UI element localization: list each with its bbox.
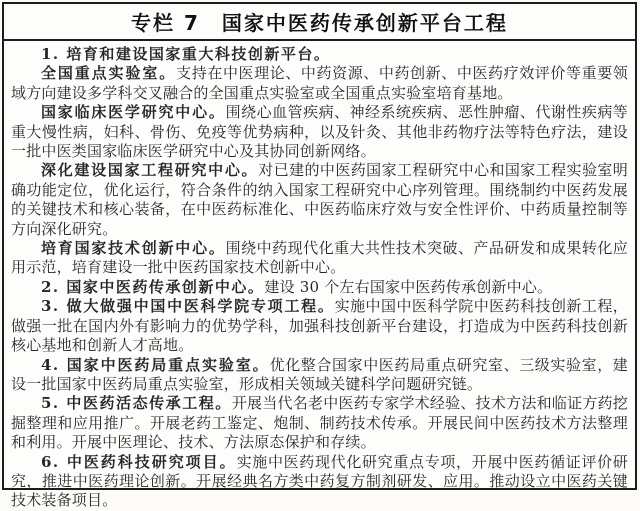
paragraph-lead: 国家临床医学研究中心。 — [41, 103, 226, 122]
paragraph-lead: 6. 中医药科技研究项目。 — [41, 452, 237, 471]
column-header — [4, 4, 635, 41]
paragraph-text: 建设 30 个左右国家中医药传承创新中心。 — [264, 277, 553, 296]
paragraph-lead: 深化建设国家工程研究中心。 — [41, 161, 259, 180]
paragraph-text: 对已建的中医药国家工程研究中心和国家工程实验室明确功能定位，优化运行，符合条件的纳入国家工程研究中心序列管理。围绕制约中医药发展的关键技术和核心装备，在中医药标准化、中医药临床疗效与安全性评价、中药质量控制等方向深化研究。 — [11, 161, 628, 238]
column-body — [4, 41, 635, 511]
paragraph-lead: 培育国家技术创新中心。 — [41, 239, 226, 258]
paragraph-text: 实施中医药现代化研究重点专项，开展中医药循证评价研究，推进中医药理论创新。开展经典名方类中药复方制剂研发、应用。推动设立中医药关键技术装备项目。 — [11, 452, 628, 510]
paragraph — [11, 239, 628, 278]
paragraph — [11, 356, 628, 395]
paragraph — [11, 297, 628, 355]
paragraph — [11, 453, 628, 511]
paragraph-lead: 3. 做大做强中国中医科学院专项工程。 — [41, 297, 335, 316]
paragraph — [11, 278, 628, 297]
paragraph-lead: 2. 国家中医药传承创新中心。 — [41, 277, 265, 296]
paragraph-text: 围绕心血管疾病、神经系统疾病、恶性肿瘤、代谢性疾病等重大慢性病，妇科、骨伤、免疫等优势病种，以及针灸、其他非药物疗法等特色疗法，建设一批中医类国家临床医学研究中心及其协同创新网络。 — [11, 103, 628, 161]
paragraph-text: 开展当代名老中医药专家学术经验、技术方法和临证方药挖掘整理和应用推广。开展老药工鉴定、炮制、制药技术传承。开展民间中医药技术方法整理和利用。开展中医理论、技术、方法原态保护和存续。 — [11, 394, 628, 452]
paragraph — [11, 394, 628, 452]
paragraph-text: 实施中国中医科学院中医药科技创新工程，做强一批在国内外有影响力的优势学科，加强科技创新平台建设，打造成为中医药科技创新核心基地和创新人才高地。 — [11, 297, 628, 355]
paragraph-text: 围绕中药现代化重大共性技术突破、产品研发和成果转化应用示范，培育建设一批中医药国家技术创新中心。 — [11, 239, 628, 277]
paragraph-text: 优化整合国家中医药局重点研究室、三级实验室，建设一批国家中医药局重点实验室，形成相关领域关键科学问题研究链。 — [11, 355, 628, 393]
paragraph-lead: 5. 中医药活态传承工程。 — [41, 394, 232, 413]
column-title: 专栏 7 国家中医药传承创新平台工程 — [131, 11, 508, 35]
paragraph — [11, 45, 628, 64]
paragraph-lead: 全国重点实验室。 — [41, 64, 177, 83]
paragraph-text: 支持在中医理论、中药资源、中药创新、中医药疗效评价等重要领域方向建设多学科交叉融合的全国重点实验室或全国重点实验室培育基地。 — [11, 64, 628, 102]
paragraph-lead: 1. 培育和建设国家重大科技创新平台。 — [41, 45, 331, 63]
column-box — [2, 2, 637, 510]
paragraph — [11, 64, 628, 103]
paragraph — [11, 103, 628, 161]
paragraph-lead: 4. 国家中医药局重点实验室。 — [41, 355, 270, 374]
paragraph — [11, 161, 628, 239]
